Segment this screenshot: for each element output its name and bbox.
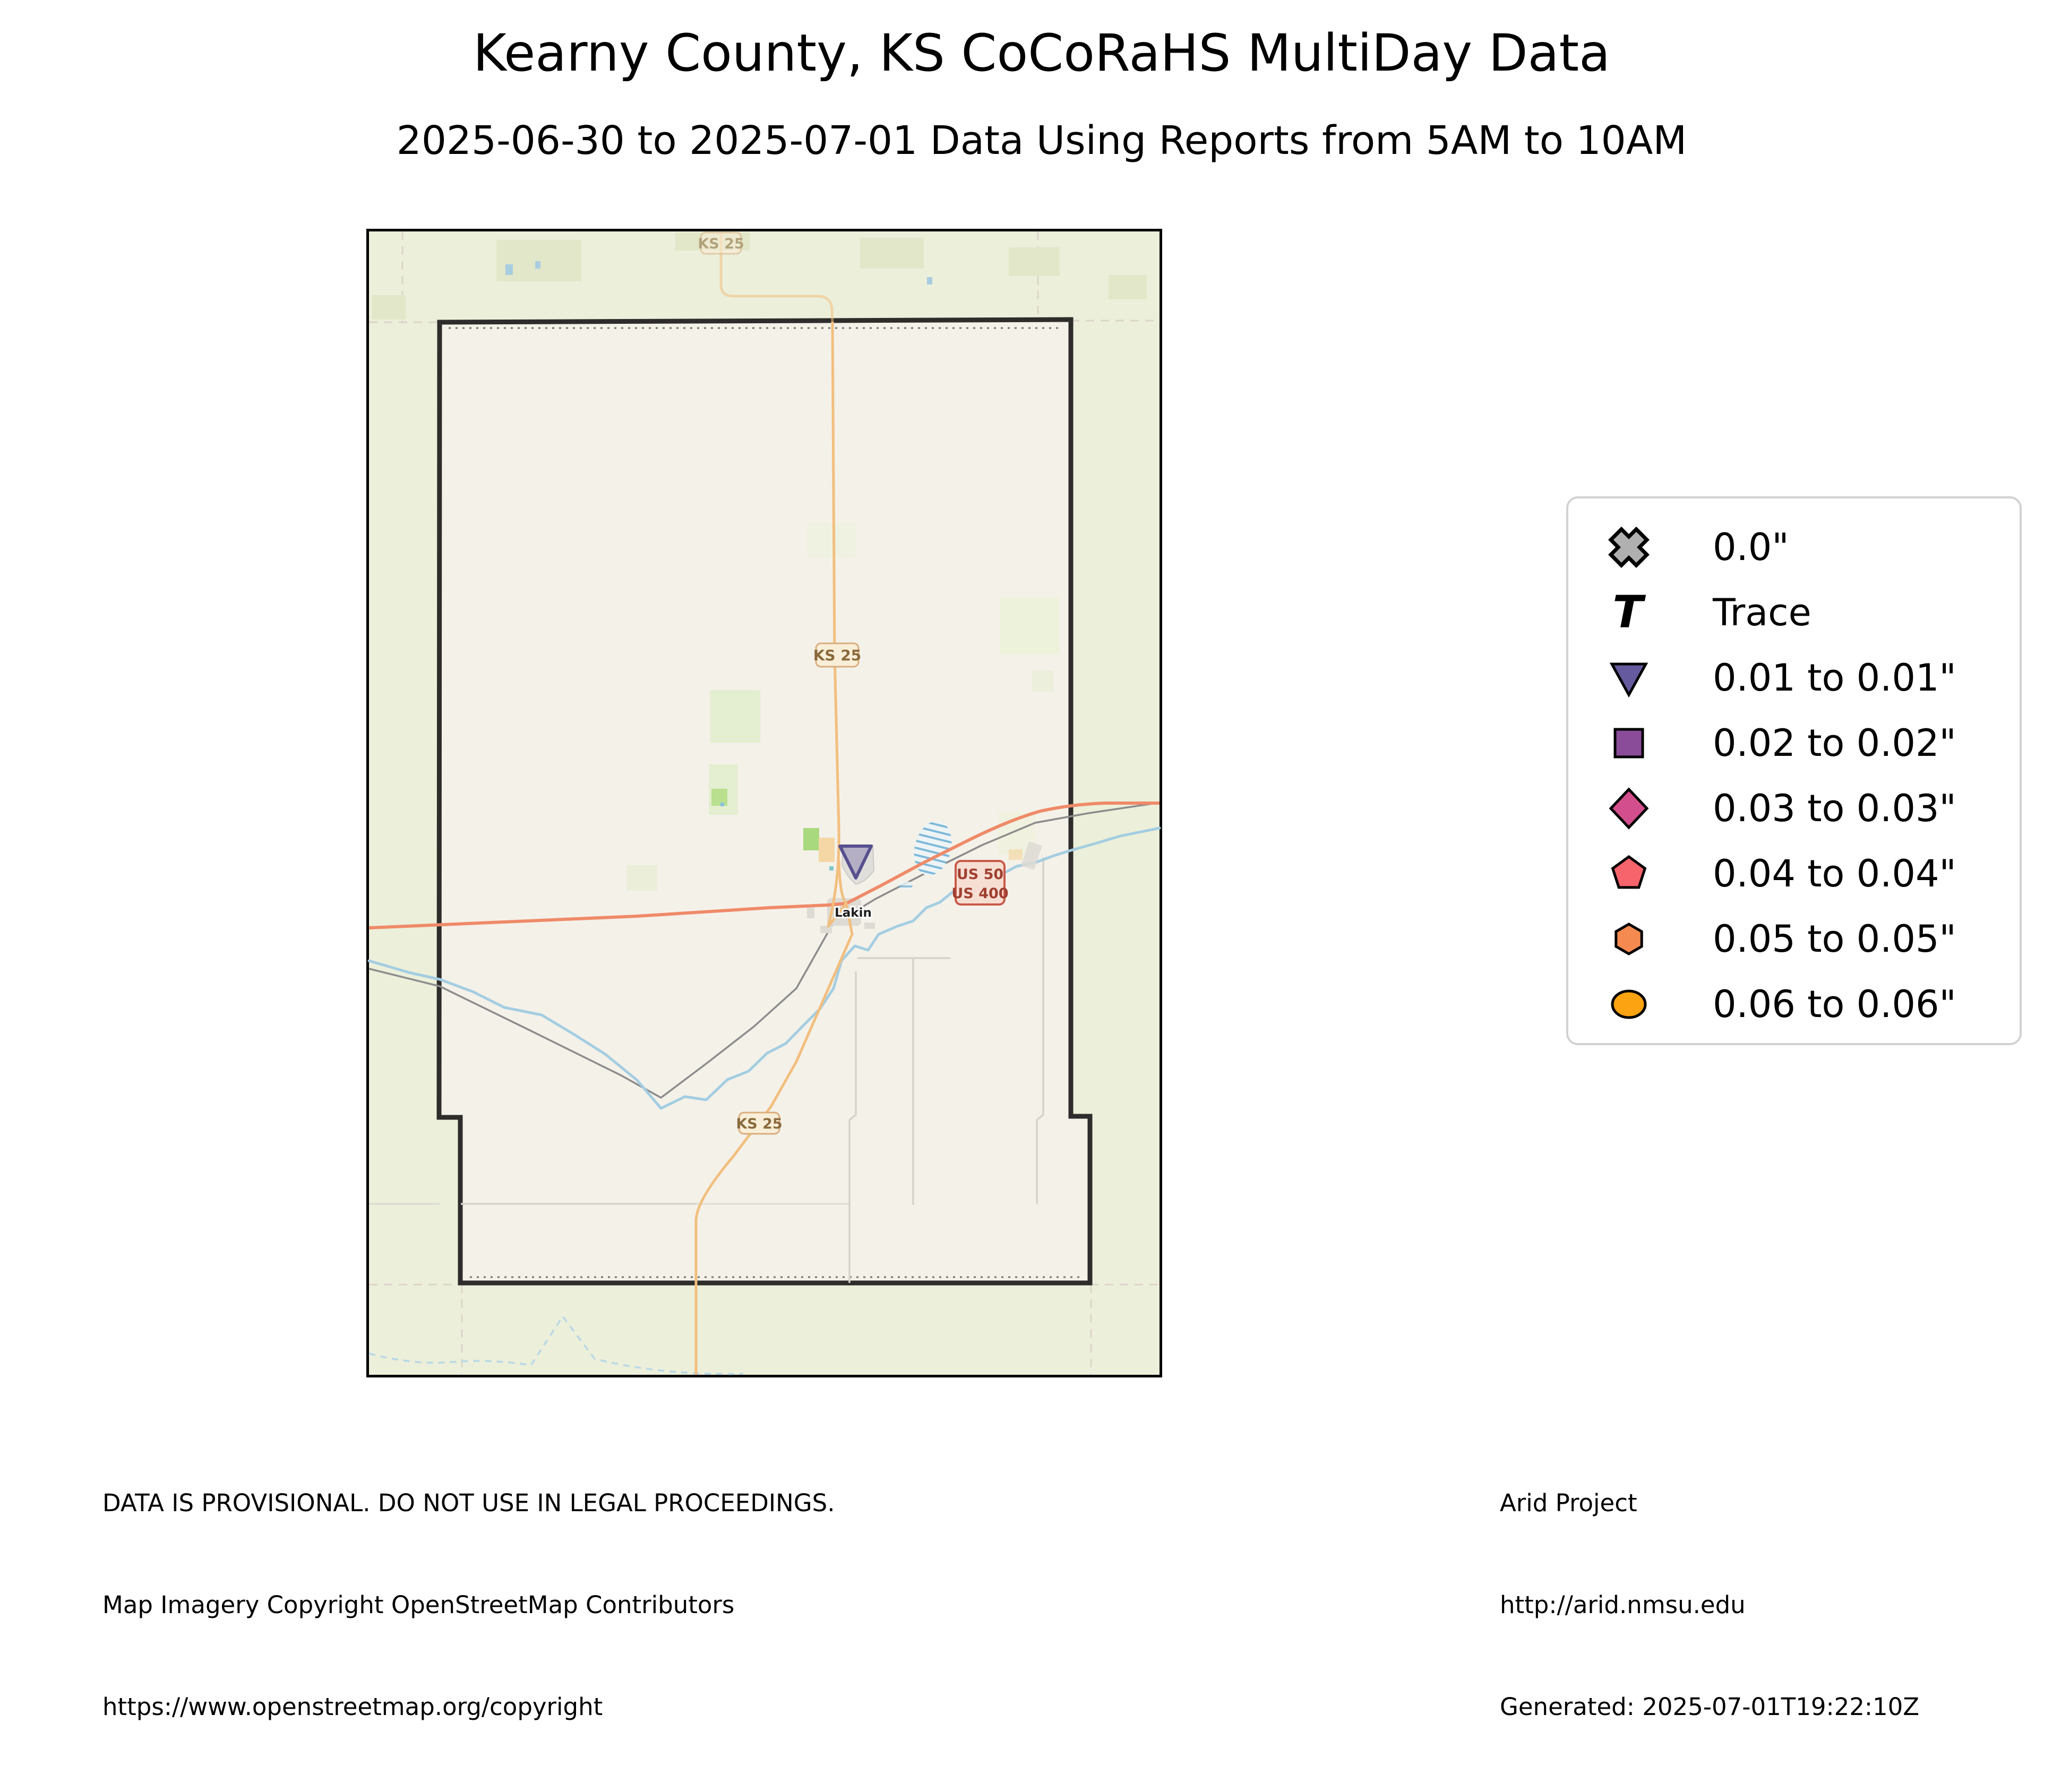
- triangle-down-icon: [1607, 656, 1651, 700]
- county-boundary: [439, 320, 1090, 1283]
- legend-item-label: 0.04 to 0.04": [1713, 851, 1956, 895]
- legend: [1566, 496, 2022, 1045]
- page-title: Kearny County, KS CoCoRaHS MultiDay Data: [473, 23, 1610, 83]
- legend-item: [1594, 841, 2020, 906]
- generated-timestamp: Generated: 2025-07-01T19:22:10Z: [1500, 1693, 1920, 1721]
- svg-text:KS 25: KS 25: [813, 647, 862, 664]
- copyright-line: Map Imagery Copyright OpenStreetMap Contributors: [102, 1591, 735, 1619]
- disclaimer-line: DATA IS PROVISIONAL. DO NOT USE IN LEGAL PROCEEDINGS.: [102, 1489, 835, 1517]
- project-url: http://arid.nmsu.edu: [1500, 1591, 1746, 1619]
- legend-item: [1594, 776, 2020, 841]
- x-thick-icon: [1607, 525, 1651, 570]
- copyright-url: https://www.openstreetmap.org/copyright: [102, 1693, 603, 1721]
- ks25-shield-bottom: [736, 1113, 782, 1134]
- legend-item: [1594, 906, 2020, 971]
- svg-text:US 50: US 50: [956, 866, 1004, 883]
- map-canvas[interactable]: [366, 229, 1162, 1377]
- page-subtitle: 2025-06-30 to 2025-07-01 Data Using Reports from 5AM to 10AM: [396, 118, 1687, 163]
- town-label: Lakin: [835, 906, 872, 920]
- svg-text:KS 25: KS 25: [736, 1116, 783, 1132]
- svg-text:T: T: [1612, 585, 1643, 638]
- legend-item: [1594, 971, 2020, 1037]
- circle-icon: [1607, 982, 1651, 1027]
- legend-item: [1594, 710, 2020, 776]
- legend-item-label: Trace: [1713, 590, 1811, 634]
- ks25-shield-middle: [813, 643, 862, 667]
- diamond-icon: [1607, 786, 1651, 831]
- legend-item: [1594, 645, 2020, 710]
- svg-text:US 400: US 400: [951, 885, 1009, 902]
- farmland-outside: [372, 232, 1147, 320]
- pentagon-icon: [1607, 851, 1651, 896]
- legend-item: [1594, 514, 2020, 580]
- legend-item-label: 0.02 to 0.02": [1713, 721, 1956, 765]
- legend-item-label: 0.05 to 0.05": [1713, 917, 1956, 961]
- hexagon-icon: [1607, 917, 1651, 961]
- us50-us400-shield: [951, 861, 1008, 904]
- legend-item-label: 0.01 to 0.01": [1713, 656, 1956, 700]
- disclaimer-block: [102, 1418, 835, 1792]
- legend-item-label: 0.03 to 0.03": [1713, 786, 1956, 830]
- legend-item-label: 0.06 to 0.06": [1713, 982, 1956, 1026]
- stream-dashed: [369, 1316, 743, 1374]
- square-icon: [1607, 721, 1651, 765]
- project-name: Arid Project: [1500, 1489, 1637, 1517]
- svg-text:KS 25: KS 25: [698, 236, 744, 252]
- map-svg: [369, 231, 1160, 1375]
- legend-item-label: 0.0": [1713, 525, 1789, 569]
- trace-t-icon: [1607, 585, 1651, 638]
- ks25-shield-top: [698, 232, 744, 254]
- legend-item: [1594, 580, 2020, 645]
- attribution-block: [1500, 1418, 1919, 1792]
